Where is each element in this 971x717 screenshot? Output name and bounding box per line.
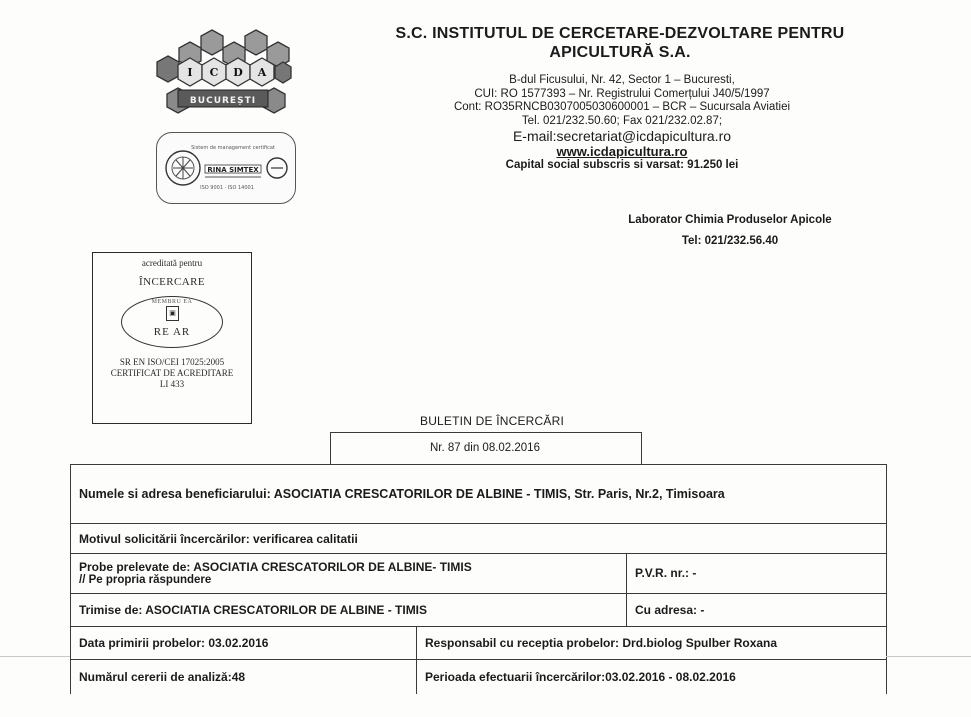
samples-note-text: // Pe propria răspundere bbox=[79, 573, 212, 586]
laboratory-phone: Tel: 021/232.56.40 bbox=[681, 235, 779, 247]
laboratory-block bbox=[580, 210, 880, 252]
institute-email: E-mail:secretariat@icdapicultura.ro bbox=[512, 128, 732, 144]
pvr-cell: P.V.R. nr.: - bbox=[627, 554, 887, 594]
reason-cell: Motivul solicitării încercărilor: verificarea calitatii bbox=[71, 524, 887, 554]
request-number-cell: Numărul cererii de analiză:48 bbox=[71, 660, 417, 695]
accreditation-certificate: CERTIFICAT DE ACREDITARE bbox=[110, 368, 234, 378]
rina-top-text: Sistem de management certificat bbox=[191, 145, 275, 151]
icda-letter-1: I bbox=[187, 66, 193, 79]
table-row bbox=[71, 594, 887, 627]
icda-honeycomb-logo bbox=[156, 28, 292, 124]
responsible-cell: Responsabil cu receptia probelor: Drd.biolog Spulber Roxana bbox=[417, 627, 887, 660]
icda-caption: BUCUREȘTI bbox=[189, 96, 257, 106]
icda-letter-3: D bbox=[233, 66, 243, 79]
icda-letter-2: C bbox=[209, 66, 219, 79]
table-row bbox=[71, 554, 887, 594]
test-period-cell: Perioada efectuarii încercărilor:03.02.2016 - 08.02.2016 bbox=[417, 660, 887, 695]
bulletin-number: Nr. 87 din 08.02.2016 bbox=[430, 442, 540, 454]
table-row bbox=[71, 660, 887, 695]
institute-capital: Capital social subscris si varsat: 91.250 lei bbox=[505, 159, 739, 171]
table-row bbox=[71, 627, 887, 660]
rina-name: RINA SIMTEX bbox=[207, 166, 259, 174]
institute-website-link[interactable]: www.icdapicultura.ro bbox=[556, 144, 688, 159]
rina-certification-logo bbox=[156, 132, 296, 204]
renar-emblem-icon: ▣ bbox=[166, 306, 179, 321]
renar-oval-top: MEMBRU EA bbox=[151, 299, 193, 305]
accreditation-number: LI 433 bbox=[159, 379, 185, 389]
institute-name bbox=[340, 24, 900, 62]
institute-contact-block bbox=[392, 74, 852, 173]
renar-oval-logo bbox=[121, 296, 223, 348]
icda-letter-4: A bbox=[257, 66, 267, 79]
institute-phone-fax: Tel. 021/232.50.60; Fax 021/232.02.87; bbox=[521, 114, 723, 127]
institute-name-line2: APICULTURĂ S.A. bbox=[549, 44, 691, 61]
institute-account: Cont: RO35RNCB0307005030600001 – BCR – Sucursala Aviatiei bbox=[453, 101, 791, 113]
accreditation-standard: SR EN ISO/CEI 17025:2005 bbox=[119, 357, 225, 367]
renar-oval-text: RE AR bbox=[153, 326, 191, 338]
scan-artifact-line bbox=[0, 656, 70, 657]
address-cell: Cu adresa: - bbox=[627, 594, 887, 627]
beneficiary-cell: Numele si adresa beneficiarului: ASOCIATIA CRESCATORILOR DE ALBINE - TIMIS, Str. Paris, Nr.2, Timisoara bbox=[71, 465, 887, 524]
sent-by-cell: Trimise de: ASOCIATIA CRESCATORILOR DE ALBINE - TIMIS bbox=[71, 594, 627, 627]
samples-by-text: Probe prelevate de: ASOCIATIA CRESCATORILOR DE ALBINE- TIMIS bbox=[79, 559, 472, 574]
samples-by-cell bbox=[71, 554, 627, 594]
accreditation-standard-block bbox=[93, 357, 251, 390]
accreditation-line1: acreditată pentru bbox=[141, 258, 203, 268]
laboratory-name: Laborator Chimia Produselor Apicole bbox=[628, 214, 832, 226]
institute-address: B-dul Ficusului, Nr. 42, Sector 1 – Bucuresti, bbox=[509, 74, 735, 86]
scan-artifact-line bbox=[886, 656, 971, 657]
institute-registry: CUI: RO 1577393 – Nr. Registrului Comerțului J40/5/1997 bbox=[474, 87, 770, 100]
bulletin-title: BULETIN DE ÎNCERCĂRI bbox=[419, 414, 565, 428]
receipt-date-cell: Data primirii probelor: 03.02.2016 bbox=[71, 627, 417, 660]
table-row bbox=[71, 524, 887, 554]
rina-bottom-text: ISO 9001 · ISO 14001 bbox=[200, 185, 254, 191]
renar-accreditation-box bbox=[92, 252, 252, 424]
bulletin-info-table bbox=[70, 464, 887, 694]
table-row bbox=[71, 465, 887, 524]
institute-name-line1: S.C. INSTITUTUL DE CERCETARE-DEZVOLTARE PENTRU bbox=[395, 25, 845, 42]
accreditation-line2: ÎNCERCARE bbox=[139, 276, 205, 288]
rina-logo-graphic bbox=[157, 133, 295, 203]
